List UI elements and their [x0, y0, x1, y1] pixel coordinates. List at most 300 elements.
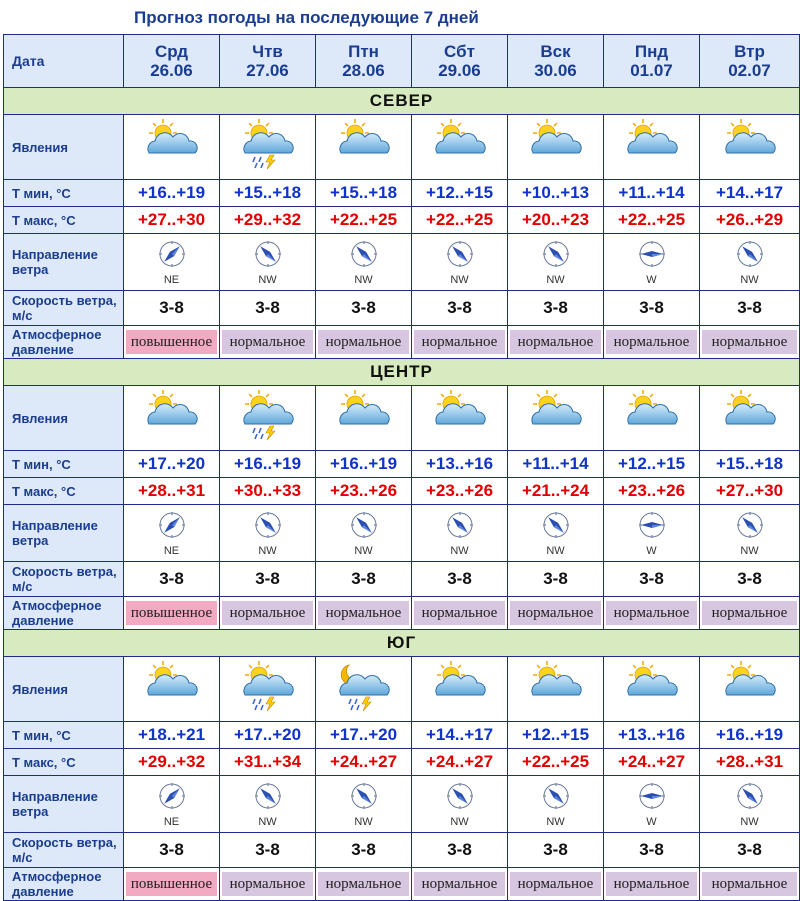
- tmax-cell: [220, 749, 316, 776]
- wind-direction-value: NW: [740, 816, 759, 828]
- compass-arrow-icon: [220, 511, 315, 544]
- wind-speed-value: 3-8: [737, 840, 762, 859]
- tmin-cell: [604, 722, 700, 749]
- wind-speed-value: 3-8: [351, 840, 376, 859]
- partly-cloudy-icon: [525, 158, 587, 175]
- tmin-cell: [316, 722, 412, 749]
- wind-speed-value: 3-8: [159, 569, 184, 588]
- pressure-value: нормальное: [510, 330, 601, 354]
- title-bar: [0, 0, 800, 34]
- day-header: [508, 35, 604, 88]
- wind-direction-value: NW: [546, 545, 565, 557]
- wind-speed-cell: [412, 562, 508, 597]
- partly-cloudy-icon: [429, 700, 491, 717]
- wind-direction-cell: [220, 234, 316, 291]
- wind-direction-row: [4, 234, 800, 291]
- region-header: [4, 359, 800, 386]
- thunderstorm-rain-icon: [237, 429, 299, 446]
- wind-speed-cell: [700, 291, 800, 326]
- day-header: [700, 35, 800, 88]
- compass-arrow-icon: [700, 782, 799, 815]
- wind-speed-value: 3-8: [255, 569, 280, 588]
- tmax-value: +30..+33: [233, 481, 302, 500]
- phenomena-label: Явления: [4, 386, 124, 451]
- wind-direction-cell: [412, 234, 508, 291]
- region-header: [4, 88, 800, 115]
- day-header: [412, 35, 508, 88]
- pressure-value: нормальное: [606, 601, 697, 625]
- tmin-cell: [700, 180, 800, 207]
- tmin-value: +17..+20: [137, 454, 206, 473]
- pressure-value: нормальное: [510, 601, 601, 625]
- wind-direction-value: NW: [258, 816, 277, 828]
- tmin-value: +14..+17: [425, 725, 494, 744]
- weather-cell: [700, 115, 800, 180]
- wind-speed-value: 3-8: [639, 298, 664, 317]
- wind-speed-label: Скорость ветра, м/с: [4, 291, 124, 326]
- weather-cell: [508, 115, 604, 180]
- tmax-cell: [316, 749, 412, 776]
- compass-arrow-icon: [220, 782, 315, 815]
- tmax-cell: [124, 478, 220, 505]
- wind-speed-value: 3-8: [543, 569, 568, 588]
- wind-speed-cell: [316, 562, 412, 597]
- day-header: [124, 35, 220, 88]
- compass-arrow-icon: [604, 782, 699, 815]
- tmax-value: +22..+25: [425, 210, 494, 229]
- wind-speed-cell: [508, 833, 604, 868]
- wind-direction-value: NW: [450, 274, 469, 286]
- partly-cloudy-icon: [141, 429, 203, 446]
- tmax-label: Т макс, °С: [4, 749, 124, 776]
- compass-arrow-icon: [412, 240, 507, 273]
- partly-cloudy-icon: [429, 429, 491, 446]
- wind-direction-value: NE: [163, 274, 180, 286]
- tmax-value: +23..+26: [329, 481, 398, 500]
- tmax-value: +24..+27: [329, 752, 398, 771]
- wind-speed-value: 3-8: [255, 840, 280, 859]
- pressure-value: нормальное: [414, 601, 505, 625]
- day-of-week: Чтв: [252, 42, 283, 61]
- pressure-value: нормальное: [606, 330, 697, 354]
- tmin-value: +15..+18: [329, 183, 398, 202]
- region-name: ЮГ: [4, 630, 800, 657]
- tmax-value: +29..+32: [137, 752, 206, 771]
- tmax-row: [4, 749, 800, 776]
- pressure-cell: [700, 868, 800, 901]
- tmax-cell: [124, 207, 220, 234]
- pressure-cell: [412, 597, 508, 630]
- tmin-cell: [412, 722, 508, 749]
- tmin-cell: [700, 451, 800, 478]
- tmin-value: +12..+15: [617, 454, 686, 473]
- tmax-cell: [316, 207, 412, 234]
- thunderstorm-rain-icon: [237, 158, 299, 175]
- pressure-value: нормальное: [318, 872, 409, 896]
- weather-cell: [508, 386, 604, 451]
- day-of-week: Птн: [348, 42, 379, 61]
- wind-direction-cell: [700, 776, 800, 833]
- wind-direction-value: NW: [546, 816, 565, 828]
- tmin-cell: [604, 180, 700, 207]
- tmax-value: +29..+32: [233, 210, 302, 229]
- wind-speed-cell: [412, 833, 508, 868]
- tmin-value: +18..+21: [137, 725, 206, 744]
- phenomena-row: [4, 386, 800, 451]
- compass-arrow-icon: [508, 240, 603, 273]
- tmin-cell: [412, 180, 508, 207]
- weather-cell: [700, 386, 800, 451]
- wind-direction-cell: [604, 234, 700, 291]
- tmin-cell: [124, 451, 220, 478]
- wind-speed-label: Скорость ветра, м/с: [4, 833, 124, 868]
- compass-arrow-icon: [124, 782, 219, 815]
- day-date: 02.07: [728, 61, 771, 80]
- wind-speed-value: 3-8: [543, 298, 568, 317]
- wind-speed-value: 3-8: [639, 569, 664, 588]
- wind-speed-value: 3-8: [639, 840, 664, 859]
- compass-arrow-icon: [124, 240, 219, 273]
- weather-cell: [124, 386, 220, 451]
- wind-speed-row: [4, 562, 800, 597]
- pressure-value: нормальное: [222, 601, 313, 625]
- weather-cell: [220, 386, 316, 451]
- tmax-cell: [700, 207, 800, 234]
- pressure-row: [4, 597, 800, 630]
- tmax-value: +26..+29: [715, 210, 784, 229]
- tmax-cell: [412, 749, 508, 776]
- compass-arrow-icon: [316, 240, 411, 273]
- wind-speed-row: [4, 291, 800, 326]
- pressure-cell: [700, 326, 800, 359]
- wind-direction-cell: [508, 234, 604, 291]
- partly-cloudy-icon: [333, 158, 395, 175]
- day-header: [220, 35, 316, 88]
- day-date: 30.06: [534, 61, 577, 80]
- wind-direction-value: NW: [740, 274, 759, 286]
- compass-arrow-icon: [412, 782, 507, 815]
- tmax-cell: [124, 749, 220, 776]
- tmax-cell: [508, 207, 604, 234]
- weather-cell: [700, 657, 800, 722]
- partly-cloudy-icon: [621, 700, 683, 717]
- compass-arrow-icon: [220, 240, 315, 273]
- wind-speed-cell: [508, 291, 604, 326]
- wind-direction-cell: [700, 505, 800, 562]
- wind-speed-cell: [124, 291, 220, 326]
- region-name: ЦЕНТР: [4, 359, 800, 386]
- day-header: [604, 35, 700, 88]
- tmax-cell: [220, 478, 316, 505]
- tmin-cell: [700, 722, 800, 749]
- pressure-value: нормальное: [414, 872, 505, 896]
- pressure-value: нормальное: [702, 330, 797, 354]
- wind-speed-cell: [700, 833, 800, 868]
- day-of-week: Пнд: [634, 42, 669, 61]
- tmax-cell: [604, 207, 700, 234]
- tmax-value: +31..+34: [233, 752, 302, 771]
- compass-arrow-icon: [700, 240, 799, 273]
- compass-arrow-icon: [604, 511, 699, 544]
- wind-direction-value: NW: [740, 545, 759, 557]
- wind-direction-value: NW: [354, 545, 373, 557]
- region-header: [4, 630, 800, 657]
- weather-cell: [220, 657, 316, 722]
- tmax-label: Т макс, °С: [4, 478, 124, 505]
- compass-arrow-icon: [316, 782, 411, 815]
- wind-direction-cell: [412, 776, 508, 833]
- tmax-value: +24..+27: [425, 752, 494, 771]
- wind-speed-cell: [508, 562, 604, 597]
- tmax-row: [4, 478, 800, 505]
- compass-arrow-icon: [604, 240, 699, 273]
- tmin-value: +14..+17: [715, 183, 784, 202]
- tmax-cell: [508, 749, 604, 776]
- tmax-value: +22..+25: [617, 210, 686, 229]
- wind-direction-label: Направление ветра: [4, 776, 124, 833]
- tmax-cell: [700, 749, 800, 776]
- pressure-cell: [316, 868, 412, 901]
- wind-direction-value: W: [646, 816, 657, 828]
- pressure-cell: [220, 868, 316, 901]
- partly-cloudy-icon: [333, 429, 395, 446]
- wind-direction-cell: [316, 234, 412, 291]
- tmax-value: +20..+23: [521, 210, 590, 229]
- tmin-label: Т мин, °С: [4, 451, 124, 478]
- pressure-cell: [412, 326, 508, 359]
- forecast-table: [3, 34, 800, 901]
- tmax-value: +22..+25: [329, 210, 398, 229]
- phenomena-row: [4, 115, 800, 180]
- tmin-cell: [220, 180, 316, 207]
- pressure-cell: [604, 326, 700, 359]
- compass-arrow-icon: [508, 511, 603, 544]
- tmin-cell: [316, 180, 412, 207]
- wind-direction-value: NW: [450, 545, 469, 557]
- wind-direction-cell: [124, 505, 220, 562]
- wind-speed-value: 3-8: [447, 298, 472, 317]
- tmin-row: [4, 722, 800, 749]
- date-label: Дата: [4, 35, 124, 88]
- tmax-value: +23..+26: [425, 481, 494, 500]
- weather-cell: [412, 386, 508, 451]
- pressure-cell: [508, 868, 604, 901]
- wind-direction-value: NW: [546, 274, 565, 286]
- wind-direction-cell: [316, 505, 412, 562]
- day-of-week: Вск: [540, 42, 571, 61]
- wind-direction-value: NW: [450, 816, 469, 828]
- wind-direction-value: NW: [258, 545, 277, 557]
- weather-cell: [220, 115, 316, 180]
- tmax-value: +27..+30: [137, 210, 206, 229]
- tmin-cell: [220, 451, 316, 478]
- wind-speed-value: 3-8: [447, 569, 472, 588]
- weather-cell: [604, 115, 700, 180]
- pressure-value: повышенное: [126, 872, 217, 896]
- tmin-value: +11..+14: [618, 183, 685, 202]
- tmax-cell: [412, 478, 508, 505]
- tmax-value: +24..+27: [617, 752, 686, 771]
- pressure-cell: [508, 326, 604, 359]
- weather-cell: [124, 657, 220, 722]
- wind-direction-cell: [124, 234, 220, 291]
- wind-direction-cell: [604, 776, 700, 833]
- compass-arrow-icon: [700, 511, 799, 544]
- pressure-cell: [316, 597, 412, 630]
- tmax-row: [4, 207, 800, 234]
- wind-speed-row: [4, 833, 800, 868]
- pressure-value: нормальное: [222, 872, 313, 896]
- wind-speed-label: Скорость ветра, м/с: [4, 562, 124, 597]
- wind-speed-cell: [604, 833, 700, 868]
- wind-speed-value: 3-8: [159, 840, 184, 859]
- pressure-cell: [220, 597, 316, 630]
- weather-cell: [412, 115, 508, 180]
- wind-speed-cell: [316, 291, 412, 326]
- tmax-value: +22..+25: [521, 752, 590, 771]
- tmin-row: [4, 180, 800, 207]
- tmax-cell: [700, 478, 800, 505]
- compass-arrow-icon: [124, 511, 219, 544]
- partly-cloudy-icon: [141, 700, 203, 717]
- tmin-label: Т мин, °С: [4, 722, 124, 749]
- tmin-value: +17..+20: [329, 725, 398, 744]
- pressure-cell: [316, 326, 412, 359]
- pressure-value: нормальное: [702, 872, 797, 896]
- tmax-label: Т макс, °С: [4, 207, 124, 234]
- tmin-value: +11..+14: [522, 454, 589, 473]
- phenomena-label: Явления: [4, 657, 124, 722]
- day-of-week: Втр: [734, 42, 765, 61]
- wind-direction-label: Направление ветра: [4, 234, 124, 291]
- pressure-row: [4, 326, 800, 359]
- tmin-value: +15..+18: [233, 183, 302, 202]
- wind-speed-cell: [316, 833, 412, 868]
- wind-speed-value: 3-8: [351, 298, 376, 317]
- wind-speed-cell: [412, 291, 508, 326]
- partly-cloudy-icon: [429, 158, 491, 175]
- pressure-row: [4, 868, 800, 901]
- tmin-value: +16..+19: [715, 725, 784, 744]
- partly-cloudy-icon: [719, 429, 781, 446]
- weather-cell: [316, 115, 412, 180]
- weather-cell: [604, 657, 700, 722]
- header-row: [4, 35, 800, 88]
- day-date: 29.06: [438, 61, 481, 80]
- pressure-value: нормальное: [606, 872, 697, 896]
- wind-speed-value: 3-8: [351, 569, 376, 588]
- partly-cloudy-icon: [719, 158, 781, 175]
- compass-arrow-icon: [412, 511, 507, 544]
- tmin-cell: [316, 451, 412, 478]
- wind-speed-value: 3-8: [159, 298, 184, 317]
- wind-direction-row: [4, 505, 800, 562]
- day-date: 01.07: [630, 61, 673, 80]
- pressure-cell: [124, 868, 220, 901]
- wind-direction-value: NW: [354, 816, 373, 828]
- tmax-value: +23..+26: [617, 481, 686, 500]
- tmax-cell: [604, 749, 700, 776]
- wind-direction-value: NW: [258, 274, 277, 286]
- day-date: 26.06: [150, 61, 193, 80]
- pressure-cell: [220, 326, 316, 359]
- wind-direction-cell: [508, 776, 604, 833]
- tmin-cell: [508, 180, 604, 207]
- partly-cloudy-icon: [621, 429, 683, 446]
- thunderstorm-rain-icon: [237, 700, 299, 717]
- tmax-value: +27..+30: [715, 481, 784, 500]
- night-thunderstorm-icon: [333, 700, 395, 717]
- phenomena-row: [4, 657, 800, 722]
- tmin-cell: [412, 451, 508, 478]
- weather-cell: [604, 386, 700, 451]
- compass-arrow-icon: [508, 782, 603, 815]
- wind-speed-cell: [700, 562, 800, 597]
- wind-direction-cell: [412, 505, 508, 562]
- day-of-week: Сбт: [444, 42, 475, 61]
- tmax-value: +21..+24: [521, 481, 590, 500]
- wind-speed-cell: [604, 562, 700, 597]
- tmax-cell: [508, 478, 604, 505]
- pressure-label: Атмосферное давление: [4, 326, 124, 359]
- pressure-value: повышенное: [126, 601, 217, 625]
- pressure-value: нормальное: [318, 601, 409, 625]
- tmin-value: +16..+19: [329, 454, 398, 473]
- pressure-cell: [412, 868, 508, 901]
- wind-direction-cell: [220, 776, 316, 833]
- wind-direction-value: NW: [354, 274, 373, 286]
- wind-direction-cell: [604, 505, 700, 562]
- weather-cell: [316, 657, 412, 722]
- wind-speed-value: 3-8: [543, 840, 568, 859]
- pressure-cell: [124, 597, 220, 630]
- weather-cell: [316, 386, 412, 451]
- wind-speed-value: 3-8: [447, 840, 472, 859]
- tmin-value: +12..+15: [425, 183, 494, 202]
- wind-speed-value: 3-8: [737, 298, 762, 317]
- wind-direction-cell: [700, 234, 800, 291]
- pressure-value: нормальное: [414, 330, 505, 354]
- day-of-week: Срд: [154, 42, 189, 61]
- tmax-cell: [220, 207, 316, 234]
- pressure-cell: [604, 868, 700, 901]
- wind-direction-value: NE: [163, 816, 180, 828]
- tmin-value: +13..+16: [617, 725, 686, 744]
- day-date: 27.06: [246, 61, 289, 80]
- pressure-cell: [700, 597, 800, 630]
- tmax-cell: [604, 478, 700, 505]
- partly-cloudy-icon: [525, 429, 587, 446]
- pressure-label: Атмосферное давление: [4, 868, 124, 901]
- tmin-cell: [508, 722, 604, 749]
- region-name: СЕВЕР: [4, 88, 800, 115]
- tmin-cell: [124, 180, 220, 207]
- partly-cloudy-icon: [525, 700, 587, 717]
- weather-cell: [508, 657, 604, 722]
- pressure-value: нормальное: [702, 601, 797, 625]
- wind-speed-value: 3-8: [737, 569, 762, 588]
- compass-arrow-icon: [316, 511, 411, 544]
- wind-direction-row: [4, 776, 800, 833]
- wind-speed-cell: [124, 833, 220, 868]
- pressure-value: нормальное: [510, 872, 601, 896]
- wind-direction-value: W: [646, 545, 657, 557]
- wind-direction-cell: [508, 505, 604, 562]
- tmin-label: Т мин, °С: [4, 180, 124, 207]
- wind-speed-value: 3-8: [255, 298, 280, 317]
- day-date: 28.06: [342, 61, 385, 80]
- pressure-cell: [124, 326, 220, 359]
